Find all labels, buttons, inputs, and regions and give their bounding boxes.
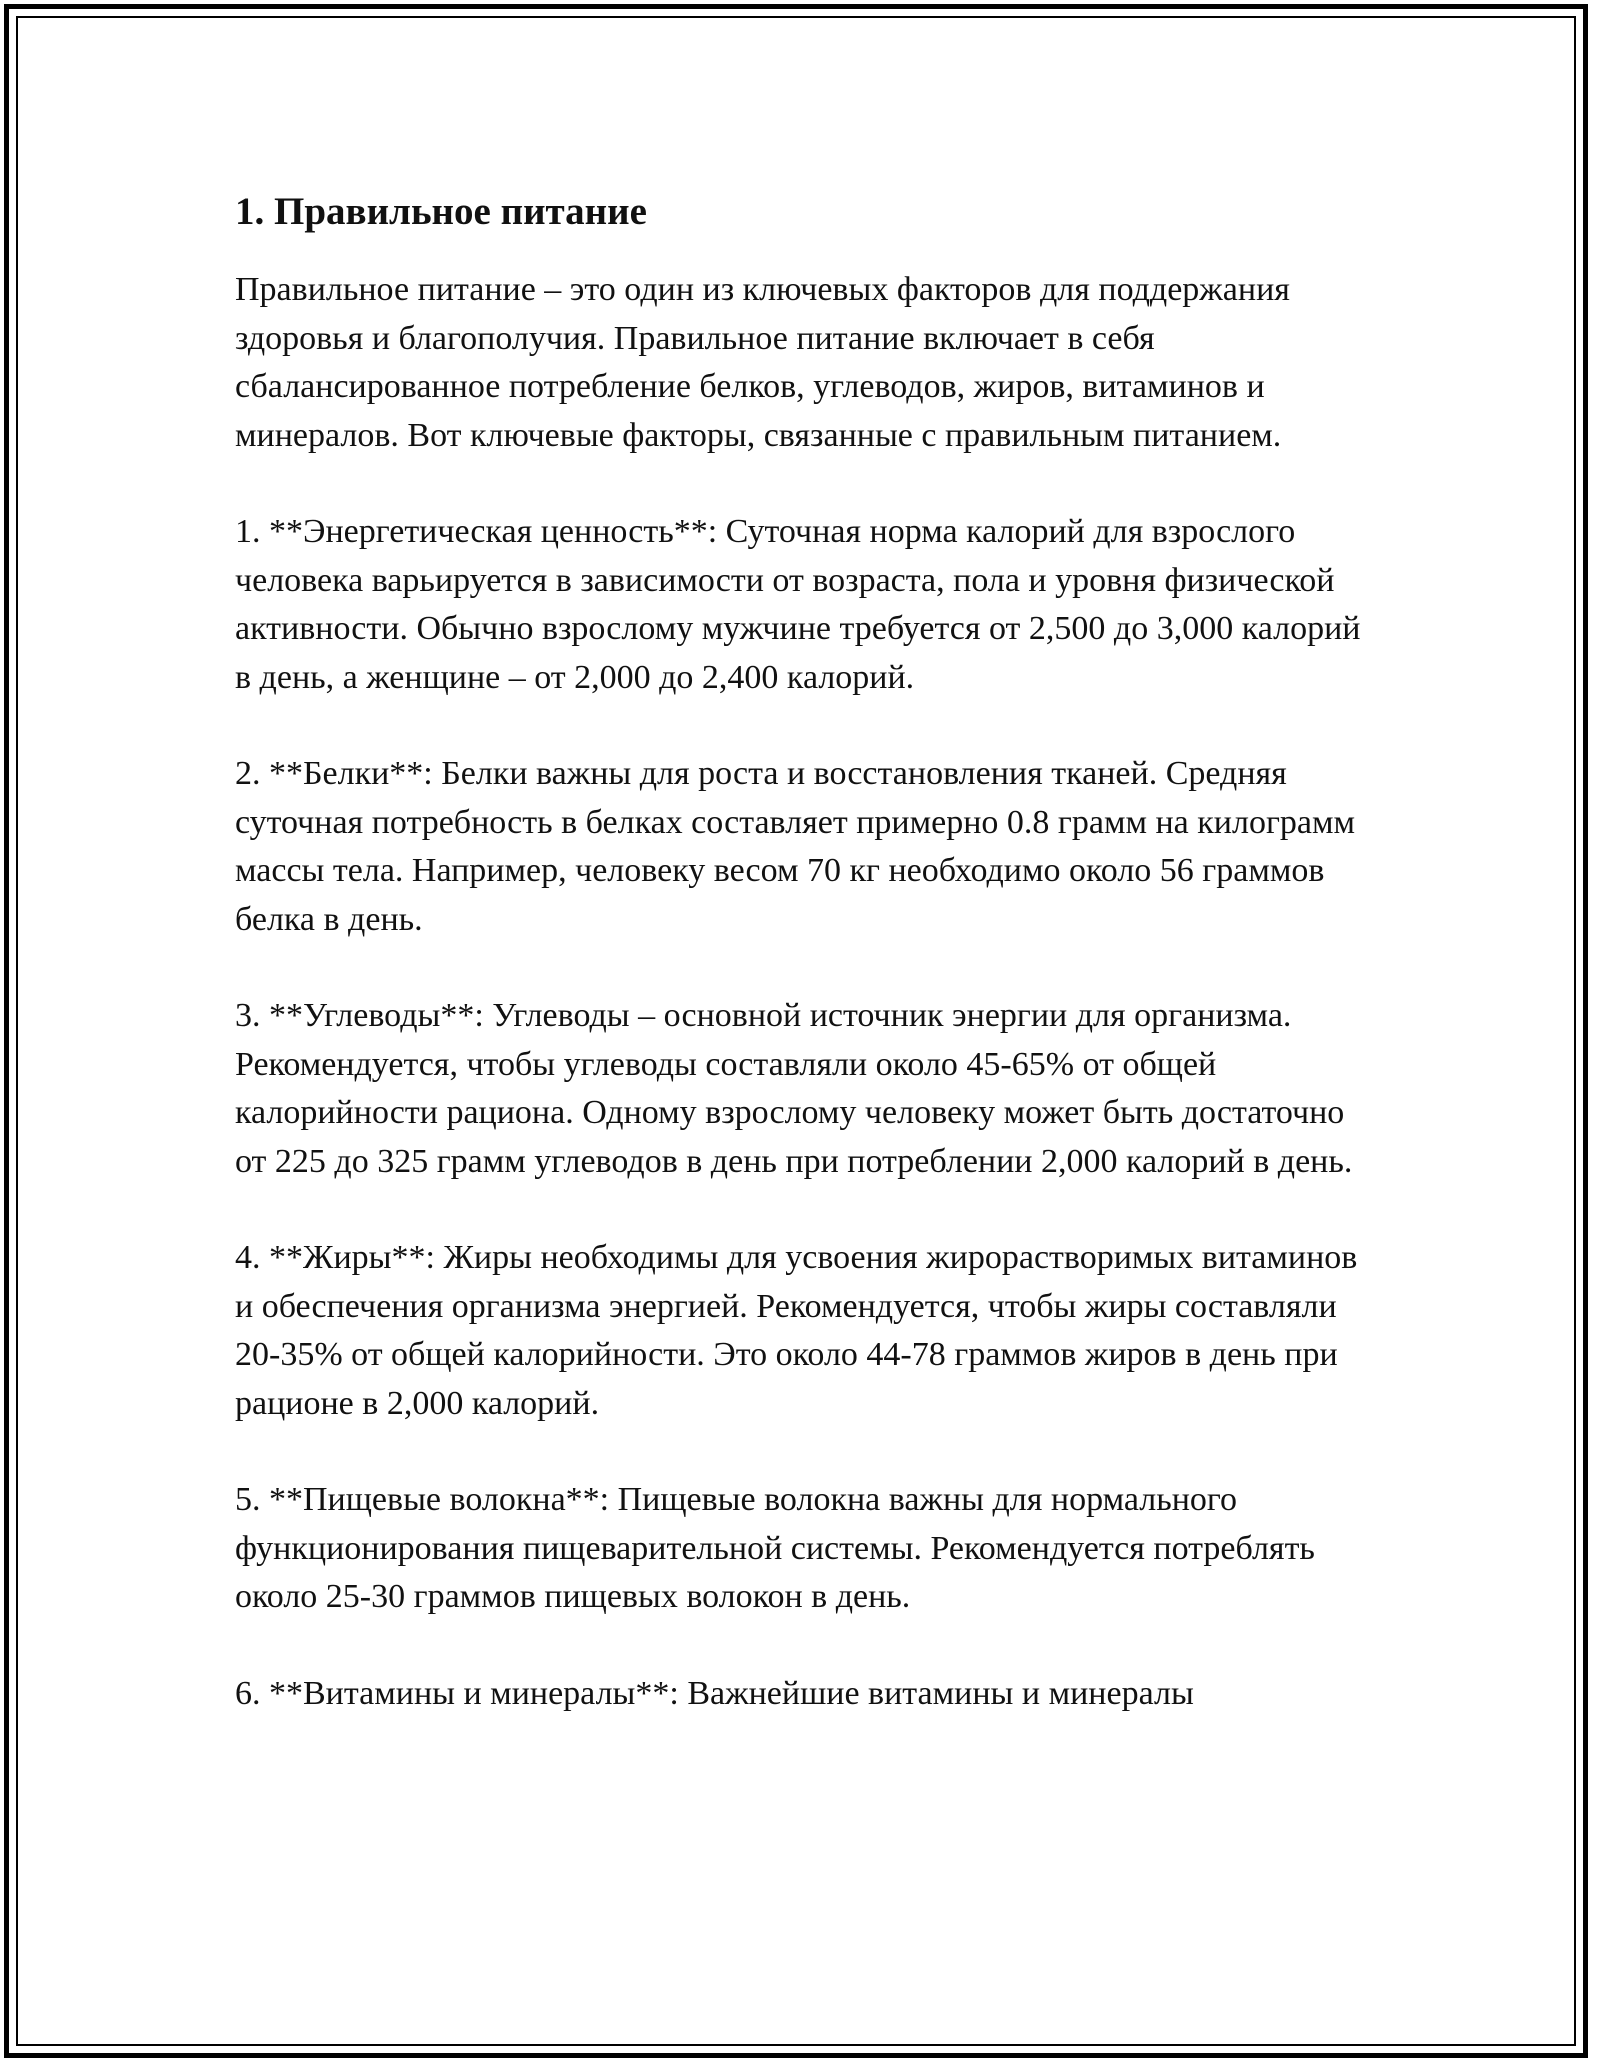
list-item-fiber: 5. **Пищевые волокна**: Пищевые волокна важны для нормального функционирования пищеварительной системы. Рекомендуется потреблять около 25-30 граммов пищевых волокон в день. bbox=[235, 1481, 1315, 1615]
list-item-energy: 1. **Энергетическая ценность**: Суточная норма калорий для взрослого человека варьируется в зависимости от возраста, пола и уровня физической активности. Обычно взрослому мужчине требуется от 2,500 до 3,000 калорий в день, а женщине – от 2,000 до 2,400 калорий. bbox=[235, 513, 1361, 696]
intro-paragraph: Правильное питание – это один из ключевых факторов для поддержания здоровья и благополучия. Правильное питание включает в себя сбалансированное потребление белков, углеводов, жиров, витаминов и минералов. Вот ключевые факторы, связанные с правильным питанием. bbox=[235, 271, 1290, 454]
list-item-fats: 4. **Жиры**: Жиры необходимы для усвоения жирорастворимых витаминов и обеспечения организма энергией. Рекомендуется, чтобы жиры составляли 20-35% от общей калорийности. Это около 44-78 граммов жиров в день при рационе в 2,000 калорий. bbox=[235, 1239, 1358, 1422]
list-item-carbohydrates: 3. **Углеводы**: Углеводы – основной источник энергии для организма. Рекомендуется, чтобы углеводы составляли около 45-65% от общей калорийности рациона. Одному взрослому человеку может быть достаточно от 225 до 325 грамм углеводов в день при потреблении 2,000 калорий в день. bbox=[235, 997, 1353, 1180]
document-body bbox=[235, 188, 1380, 1766]
page-title: 1. Правильное питание bbox=[235, 190, 647, 233]
list-item-proteins: 2. **Белки**: Белки важны для роста и восстановления тканей. Средняя суточная потребность в белках составляет примерно 0.8 грамм на килограмм массы тела. Например, человеку весом 70 кг необходимо около 56 граммов белка в день. bbox=[235, 755, 1356, 938]
list-item-vitamins-minerals: 6. **Витамины и минералы**: Важнейшие витамины и минералы bbox=[235, 1674, 1194, 1712]
